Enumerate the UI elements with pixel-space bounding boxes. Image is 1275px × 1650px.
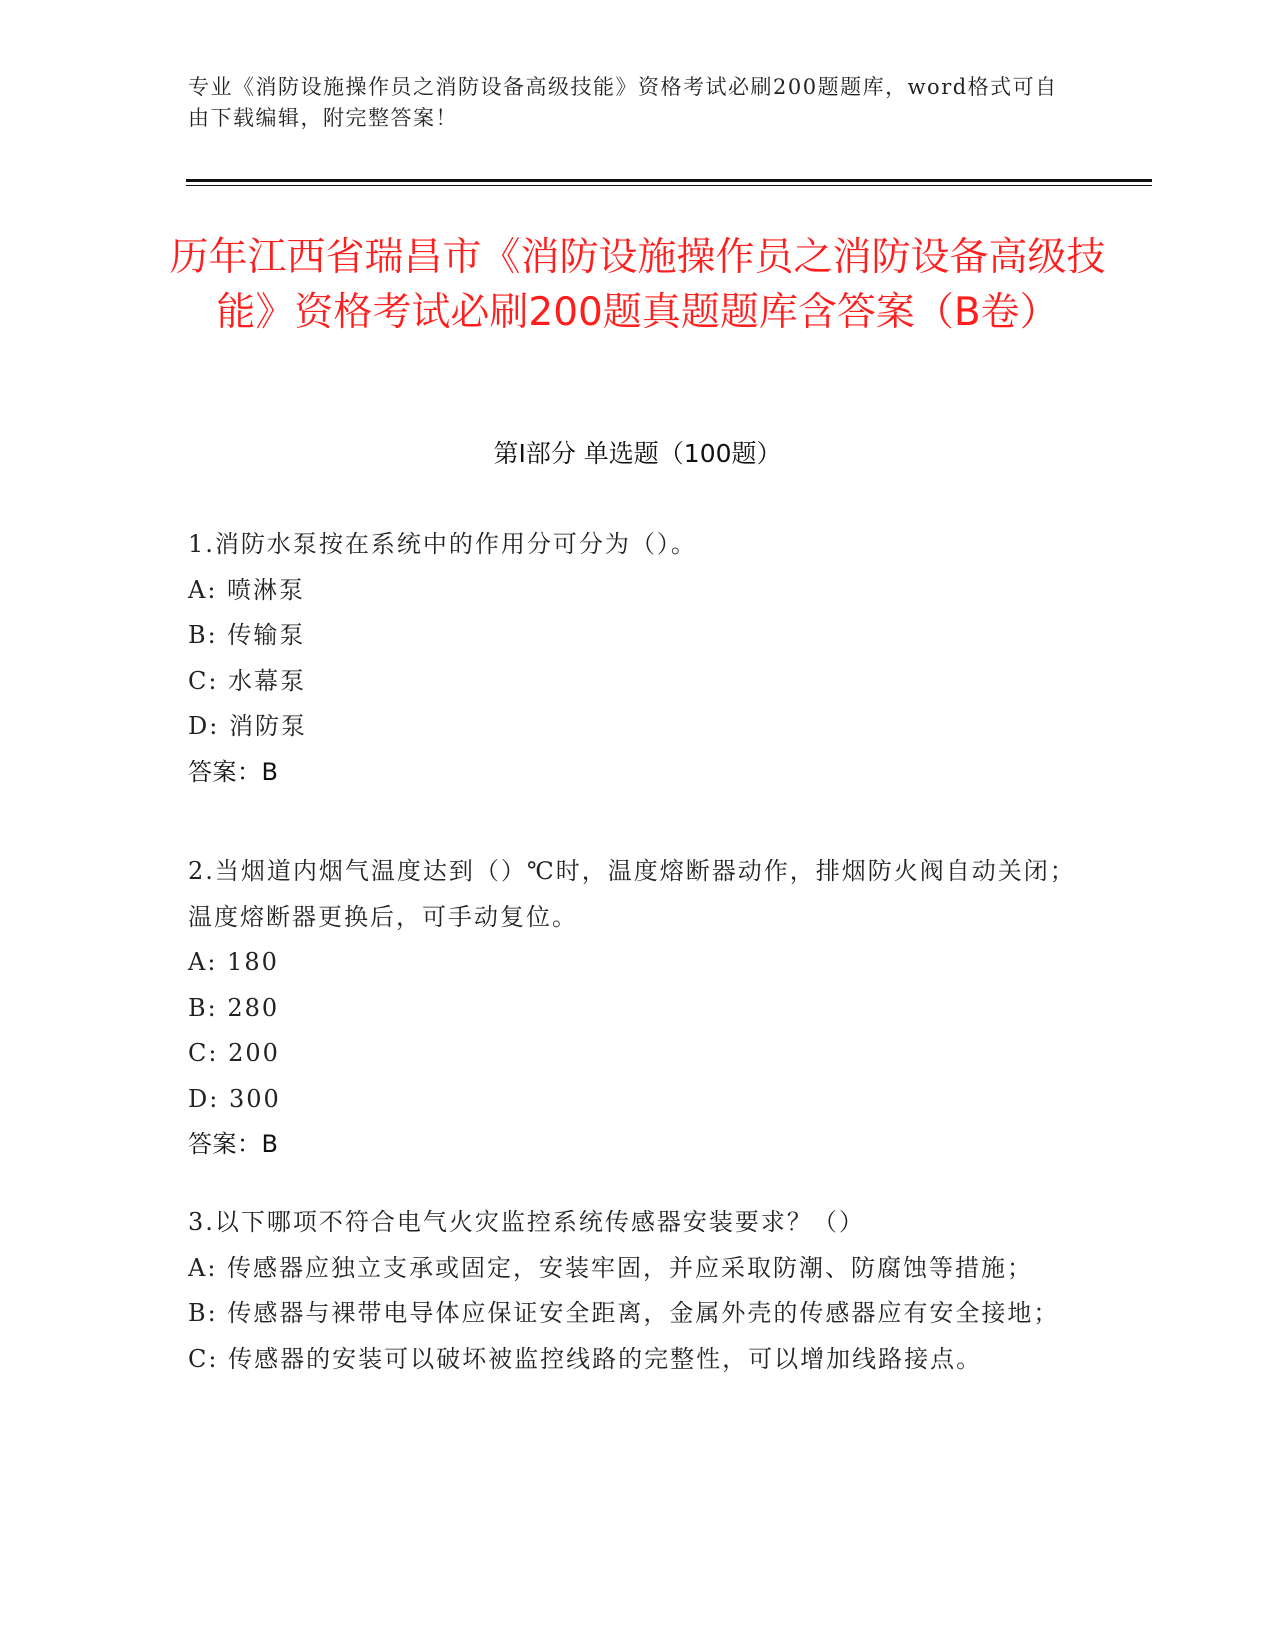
option-b: B: 传感器与裸带电导体应保证安全距离，金属外壳的传感器应有安全接地； [188, 1299, 1060, 1327]
answer-line: 答案：B [188, 1130, 279, 1158]
option-c: C: 传感器的安装可以破坏被监控线路的完整性，可以增加线路接点。 [188, 1344, 983, 1373]
option-c: C: 200 [188, 1039, 280, 1067]
question-stem: 3.以下哪项不符合电气火灾监控系统传感器安装要求？（） [188, 1208, 865, 1236]
option-a: A: 180 [188, 948, 279, 976]
header-note: 专业《消防设施操作员之消防设备高级技能》资格考试必刷200题题库，word格式可自由下载编辑，附完整答案！ [188, 75, 1058, 130]
option-d: D: 300 [188, 1084, 281, 1113]
section-heading: 第I部分 单选题（100题） [493, 439, 782, 468]
question-stem: 1.消防水泵按在系统中的作用分可分为（）。 [188, 530, 697, 558]
question-1 [188, 522, 1078, 795]
option-b: B: 传输泵 [188, 621, 306, 649]
option-b: B: 280 [188, 993, 280, 1022]
option-c: C: 水幕泵 [188, 666, 307, 695]
question-3 [188, 1200, 1078, 1382]
option-d: D: 消防泵 [188, 712, 307, 740]
question-2 [188, 849, 1078, 1168]
option-a: A: 传感器应独立支承或固定，安装牢固，并应采取防潮、防腐蚀等措施； [188, 1253, 1034, 1282]
document-title: 历年江西省瑞昌市《消防设施操作员之消防设备高级技能》资格考试必刷200题真题题库含答案（B卷） [169, 235, 1106, 335]
header-rule-thick [186, 179, 1152, 182]
header-rule-thin [186, 185, 1152, 186]
answer-line: 答案：B [188, 757, 279, 786]
question-stem: 2.当烟道内烟气温度达到（）℃时，温度熔断器动作，排烟防火阀自动关闭；温度熔断器更换后，可手动复位。 [188, 857, 1076, 931]
option-a: A: 喷淋泵 [188, 575, 306, 604]
